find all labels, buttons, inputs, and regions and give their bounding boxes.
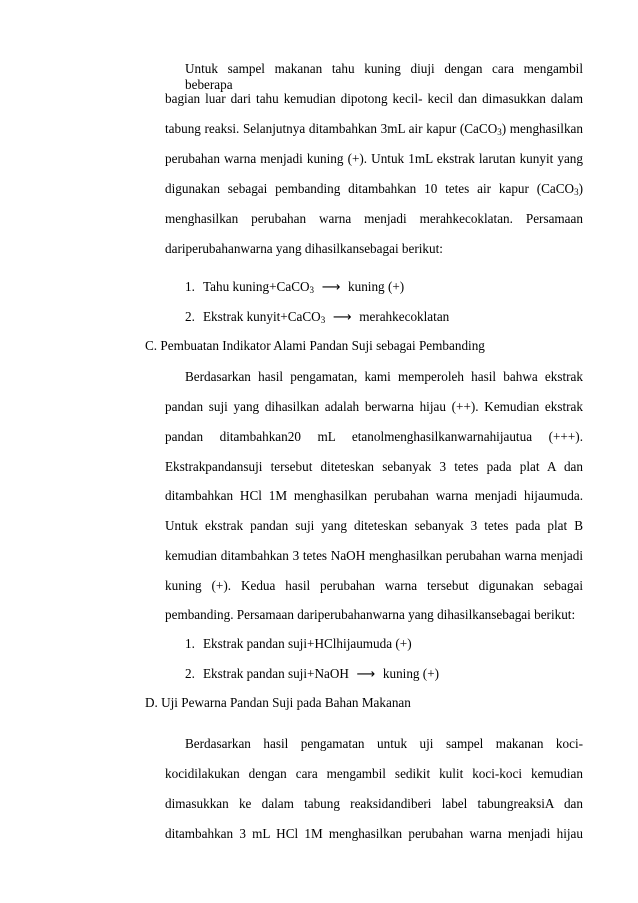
paragraph-line: kuning (+). Kedua hasil perubahan warna tersebut digunakan sebagai bbox=[165, 578, 583, 593]
paragraph-line: Berdasarkan hasil pengamatan, kami memperoleh hasil bahwa ekstrak bbox=[185, 369, 583, 384]
paragraph-line: kocidilakukan dengan cara mengambil sedikit kulit koci-koci kemudian bbox=[165, 766, 583, 781]
paragraph-line: dariperubahanwarna yang dihasilkansebagai berikut: bbox=[165, 241, 443, 256]
equation-item: 2. Ekstrak kunyit+CaCO$_3$ ⟶ merahkecoklatan bbox=[185, 309, 450, 325]
paragraph-line: bagian luar dari tahu kemudian dipotong kecil- kecil dan dimasukkan dalam bbox=[165, 91, 583, 106]
section-heading: D. Uji Pewarna Pandan Suji pada Bahan Makanan bbox=[145, 695, 411, 710]
arrow-right-icon: ⟶ bbox=[332, 310, 352, 325]
paragraph-line: ditambahkan 3 mL HCl 1M menghasilkan perubahan warna menjadi hijau bbox=[165, 826, 583, 841]
equation-item: 1. Ekstrak pandan suji+HClhijaumuda (+) bbox=[185, 636, 412, 651]
section-heading: C. Pembuatan Indikator Alami Pandan Suji sebagai Pembanding bbox=[145, 338, 485, 353]
paragraph-line: kemudian ditambahkan 3 tetes NaOH menghasilkan perubahan warna menjadi bbox=[165, 548, 583, 563]
paragraph-line: Untuk ekstrak pandan suji yang diteteskan sebanyak 3 tetes pada plat B bbox=[165, 518, 583, 533]
paragraph-line: Ekstrakpandansuji tersebut diteteskan sebanyak 3 tetes pada plat A dan bbox=[165, 459, 583, 474]
paragraph-line: tabung reaksi. Selanjutnya ditambahkan 3mL air kapur (CaCO$_3$) menghasilkan bbox=[165, 121, 584, 137]
paragraph-line: digunakan sebagai pembanding ditambahkan 10 tetes air kapur (CaCO$_3$) bbox=[165, 181, 583, 197]
paragraph-line: perubahan warna menjadi kuning (+). Untuk 1mL ekstrak larutan kunyit yang bbox=[165, 151, 583, 166]
paragraph-line: ditambahkan HCl 1M menghasilkan perubahan warna menjadi hijaumuda. bbox=[165, 488, 583, 503]
arrow-right-icon: ⟶ bbox=[321, 280, 341, 295]
equation-item: 2. Ekstrak pandan suji+NaOH ⟶ kuning (+) bbox=[185, 666, 440, 682]
arrow-right-icon: ⟶ bbox=[356, 667, 376, 682]
paragraph-line: pembanding. Persamaan dariperubahanwarna yang dihasilkansebagai berikut: bbox=[165, 607, 576, 622]
paragraph-line: Untuk sampel makanan tahu kuning diuji dengan cara mengambil beberapa bbox=[185, 61, 583, 92]
equation-item: 1. Tahu kuning+CaCO$_3$ ⟶ kuning (+) bbox=[185, 279, 405, 295]
paragraph-line: dimasukkan ke dalam tabung reaksidandiberi label tabungreaksiA dan bbox=[165, 796, 583, 811]
paragraph-line: Berdasarkan hasil pengamatan untuk uji sampel makanan koci- bbox=[185, 736, 583, 751]
paragraph-line: pandan suji yang dihasilkan adalah berwarna hijau (++). Kemudian ekstrak bbox=[165, 399, 583, 414]
paragraph-line: menghasilkan perubahan warna menjadi merahkecoklatan. Persamaan bbox=[165, 211, 583, 226]
paragraph-line: pandan ditambahkan20 mL etanolmenghasilkanwarnahijautua (+++). bbox=[165, 429, 583, 444]
